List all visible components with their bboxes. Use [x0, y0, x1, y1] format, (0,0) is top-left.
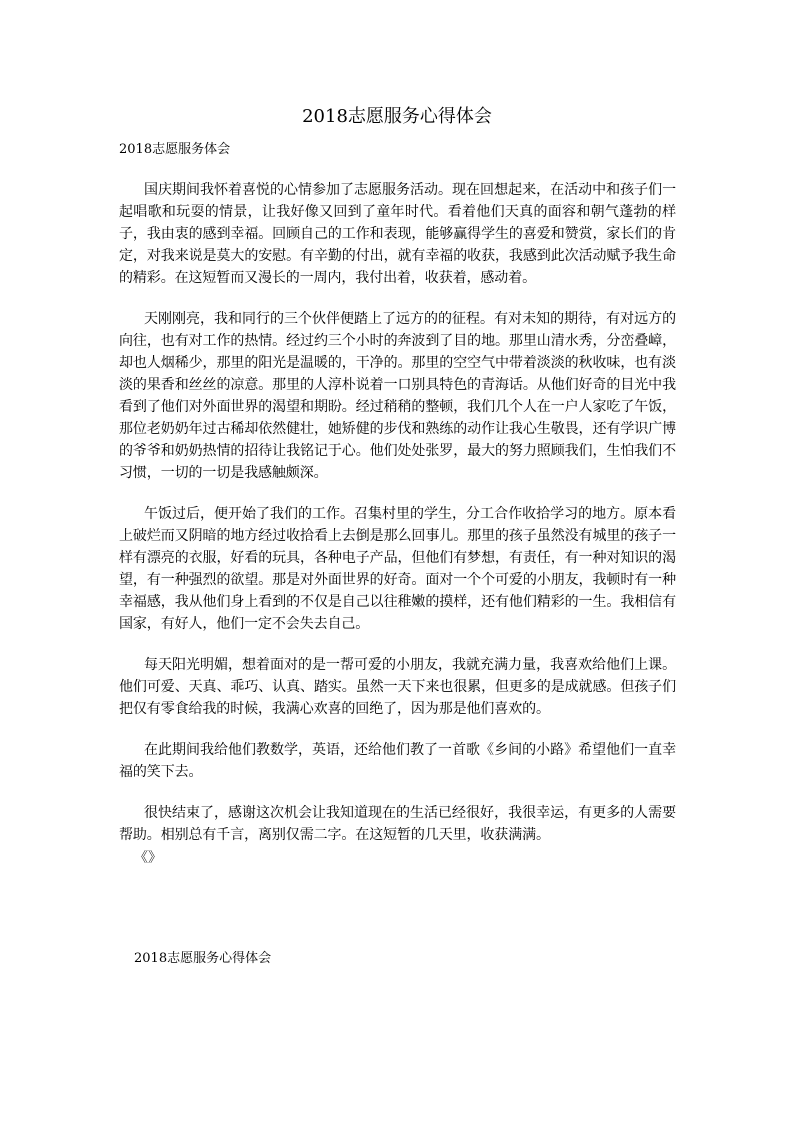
paragraph-2: 天刚刚亮，我和同行的三个伙伴便踏上了远方的的征程。有对未知的期待，有对远方的向往，也有对工作的热情。经过约三个小时的奔波到了目的地。那里山清水秀，分峦叠嶂，却也人烟稀少，那里的阳光是温暖的，干净的。那里的空空气中带着淡淡的秋收味，也有淡淡的果香和丝丝的凉意。那里的人淳朴说着一口别具特色的青海话。从他们好奇的目光中我看到了他们对外面世界的渴望和期盼。经过稍稍的整顿，我们几个人在一户人家吃了午饭，那位老奶奶年过古稀却依然健壮，她矫健的步伐和熟练的动作让我心生敬畏，还有学识广博的爷爷和奶奶热情的招待让我铭记于心。他们处处张罗，最大的努力照顾我们，生怕我们不习惯，一切的一切是我感触颇深。 [119, 311, 676, 481]
paragraph-5: 在此期间我给他们教数学，英语，还给他们教了一首歌《乡间的小路》希望他们一直幸福的笑下去。 [119, 742, 676, 780]
paragraph-4: 每天阳光明媚，想着面对的是一帮可爱的小朋友，我就充满力量，我喜欢给他们上课。他们可爱、天真、乖巧、认真、踏实。虽然一天下来也很累，但更多的是成就感。但孩子们把仅有零食给我的时候，我满心欢喜的回绝了，因为那是他们喜欢的。 [119, 657, 676, 717]
document-body [119, 179, 676, 865]
document-title: 2018志愿服务心得体会 [302, 106, 492, 127]
document-subtitle: 2018志愿服务体会 [119, 142, 231, 157]
document-footer-title: 2018志愿服务心得体会 [134, 951, 272, 966]
paragraph-3: 午饭过后，便开始了我们的工作。召集村里的学生，分工合作收拾学习的地方。原本看上破烂而又阴暗的地方经过收拾看上去倒是那么回事儿。那里的孩子虽然没有城里的孩子一样有漂亮的衣服，好看的玩具，各种电子产品，但他们有梦想，有责任，有一种对知识的渴望，有一种强烈的欲望。那是对外面世界的好奇。面对一个个可爱的小朋友，我顿时有一种幸福感，我从他们身上看到的不仅是自己以往稚嫩的摸样，还有他们精彩的一生。我相信有国家，有好人，他们一定不会失去自己。 [119, 506, 676, 632]
empty-book-title-brackets: 《》 [134, 850, 162, 866]
paragraph-6: 很快结束了，感谢这次机会让我知道现在的生活已经很好，我很幸运，有更多的人需要帮助。相别总有千言，离别仅需二字。在这短暂的几天里，收获满满。 [119, 805, 676, 843]
paragraph-1: 国庆期间我怀着喜悦的心情参加了志愿服务活动。现在回想起来，在活动中和孩子们一起唱歌和玩耍的情景，让我好像又回到了童年时代。看着他们天真的面容和朝气蓬勃的样子，我由衷的感到幸福。回顾自己的工作和表现，能够赢得学生的喜爱和赞赏，家长们的肯定，对我来说是莫大的安慰。有辛勤的付出，就有幸福的收获，我感到此次活动赋予我生命的精彩。在这短暂而又漫长的一周内，我付出着，收获着，感动着。 [119, 182, 676, 286]
